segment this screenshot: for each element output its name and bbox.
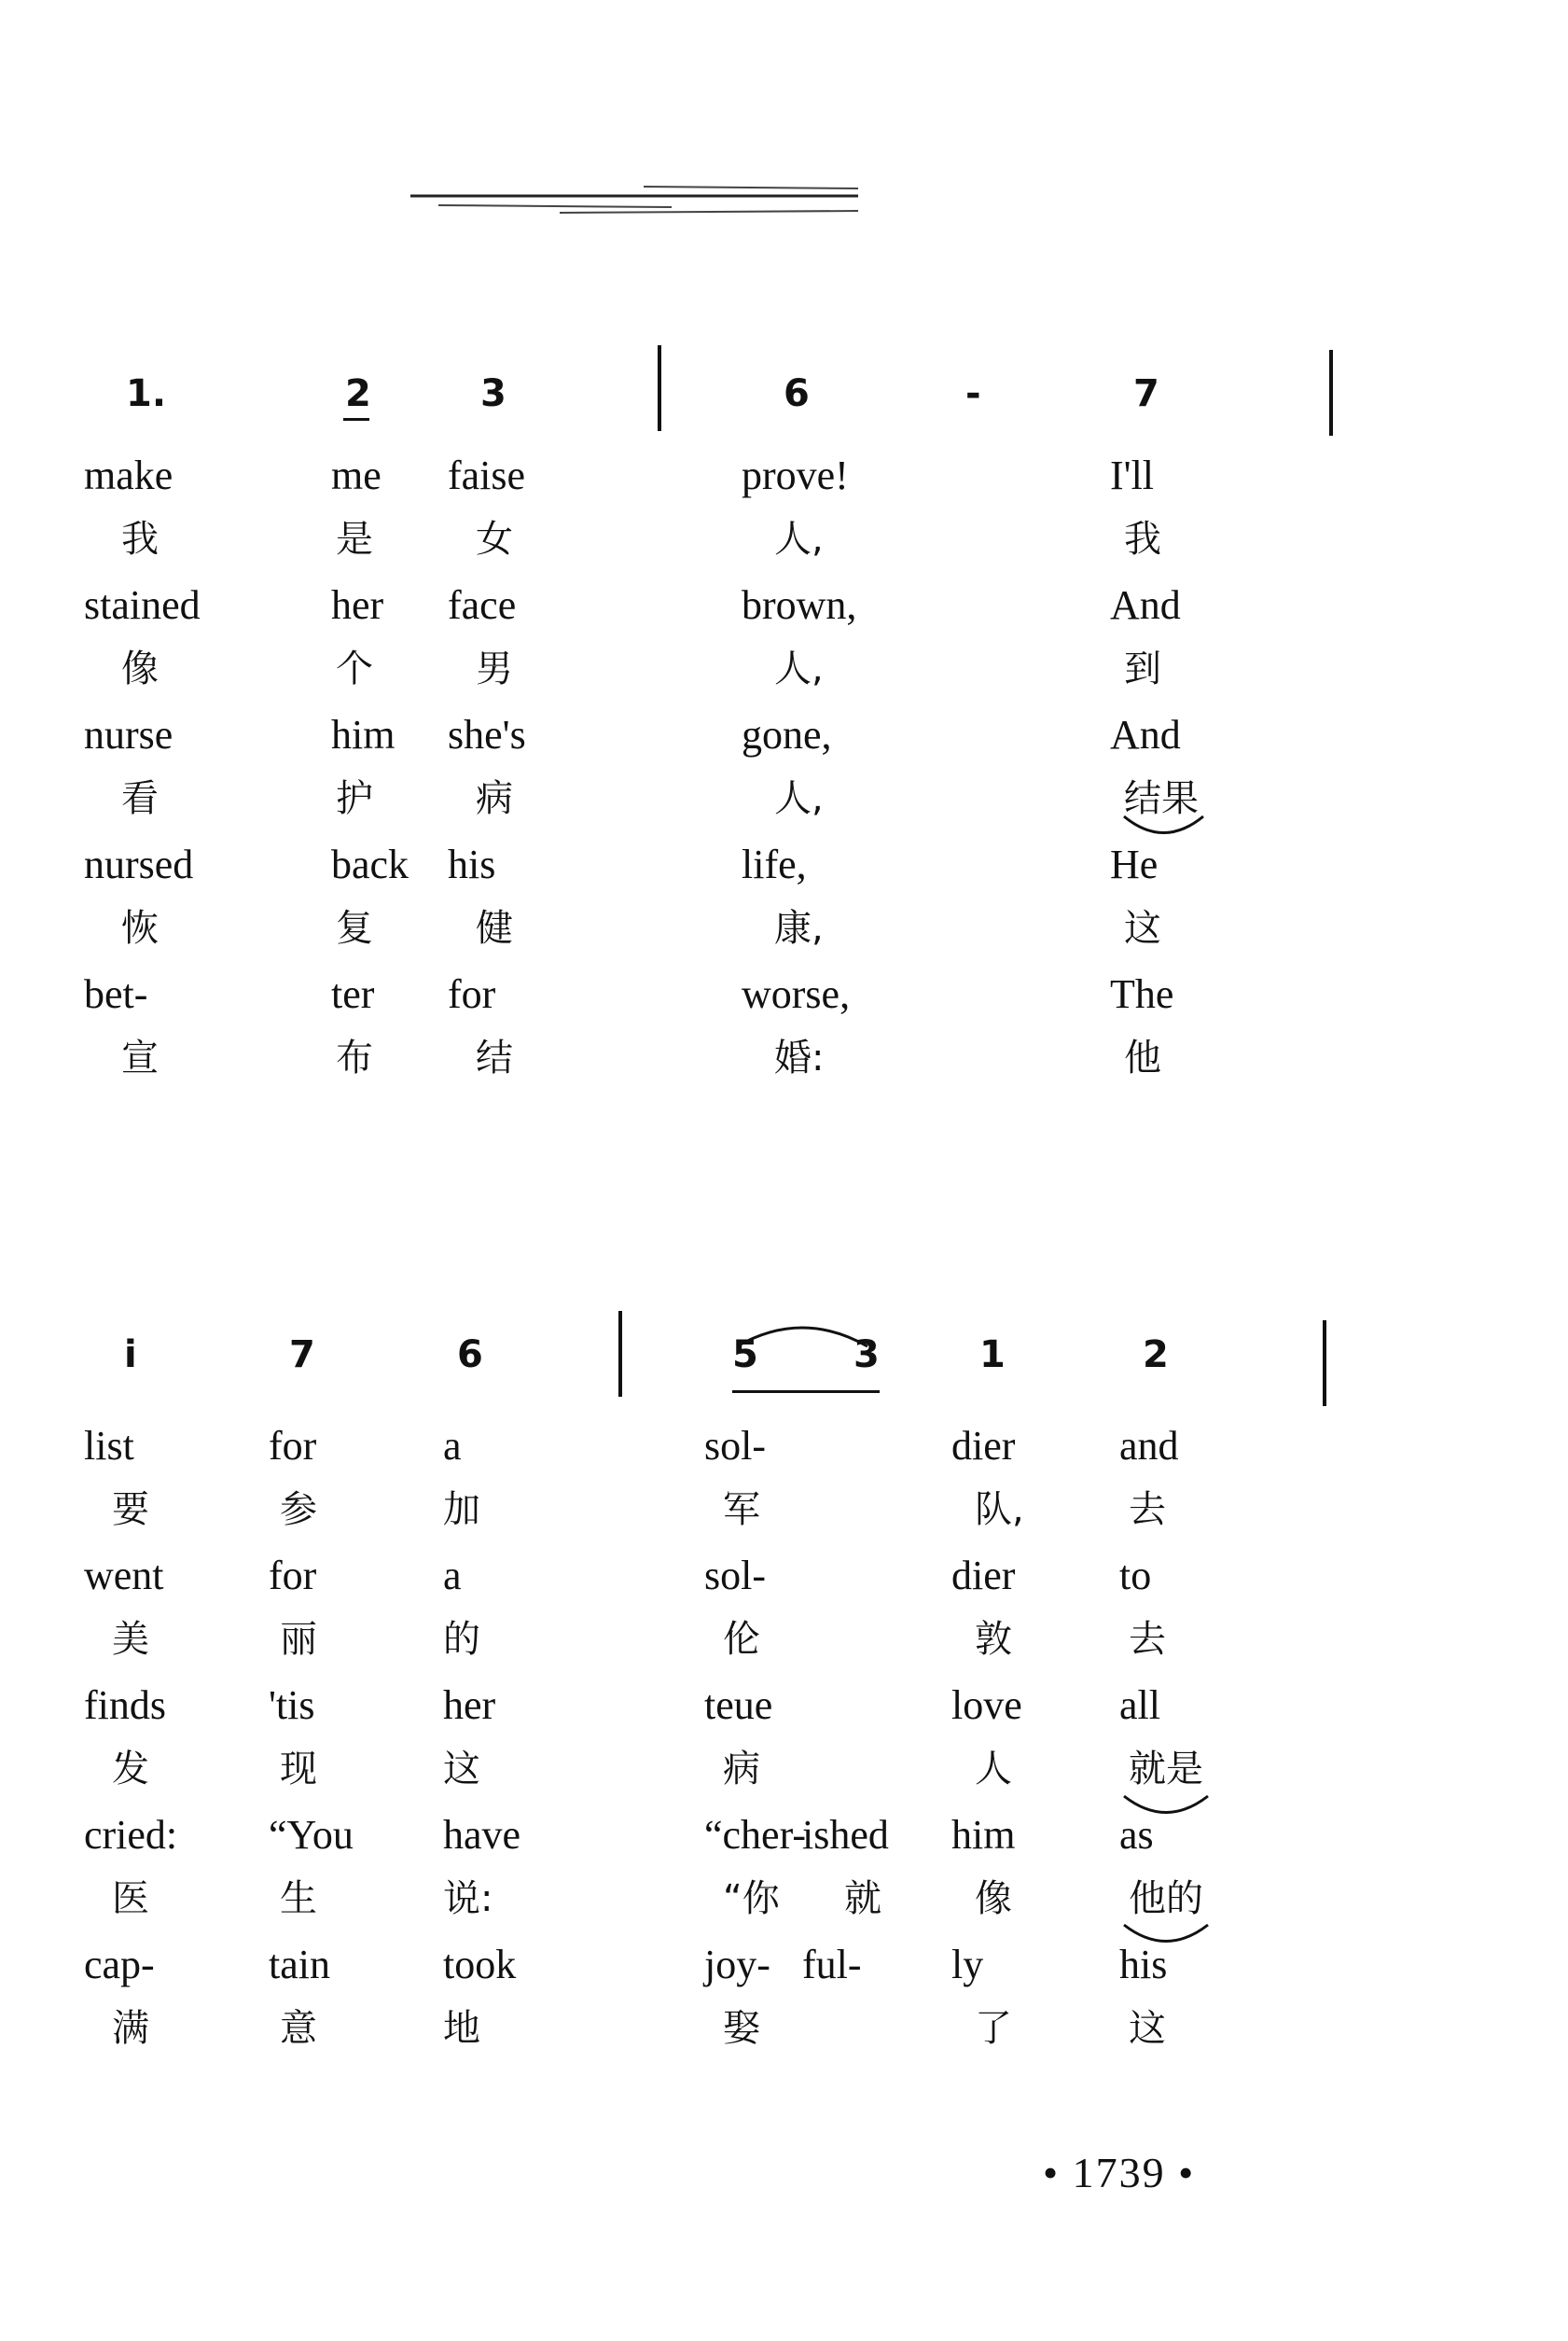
lyric-english: nursed — [84, 842, 194, 887]
lyric-english: ished — [802, 1812, 889, 1858]
lyric-chinese: 复 — [336, 906, 373, 950]
lyric-chinese: 像 — [975, 1876, 1012, 1920]
lyric-english: and — [1119, 1423, 1179, 1469]
lyric-chinese: 婚: — [774, 1036, 825, 1080]
lyric-english: him — [951, 1812, 1016, 1858]
lyric-english: ly — [951, 1942, 984, 1987]
lyric-chinese: 护 — [336, 776, 373, 820]
lyric-english: to — [1119, 1553, 1152, 1598]
lyric-chinese: 健 — [476, 906, 513, 950]
lyric-english: joy- — [704, 1942, 770, 1987]
lyric-chinese: 结 — [476, 1036, 513, 1080]
note-number: 6 — [457, 1333, 483, 1376]
lyric-chinese: 加 — [443, 1487, 480, 1531]
lyric-english: teue — [704, 1682, 773, 1728]
underline-mark — [343, 418, 369, 421]
lyric-english: The — [1110, 971, 1174, 1017]
lyric-english: me — [331, 453, 382, 498]
lyric-chinese: 丽 — [280, 1617, 317, 1661]
lyric-english: I'll — [1110, 453, 1155, 498]
note-number: 3 — [480, 372, 506, 415]
lyric-chinese: 就是 — [1129, 1747, 1203, 1791]
note-number: 2 — [1143, 1333, 1169, 1376]
lyric-chinese: 个 — [336, 647, 373, 690]
lyric-chinese: 男 — [476, 647, 513, 690]
slur-arc — [732, 1309, 872, 1356]
lyric-english: for — [448, 971, 496, 1017]
bar-line — [618, 1311, 622, 1397]
lyric-chinese: 意 — [280, 2006, 317, 2050]
lyric-chinese: 去 — [1129, 1487, 1166, 1531]
lyric-english: life, — [742, 842, 807, 887]
lyric-english: “You — [269, 1812, 354, 1858]
note-number: 7 — [289, 1333, 315, 1376]
lyric-chinese: 病 — [723, 1747, 760, 1791]
lyric-chinese: 的 — [443, 1617, 480, 1661]
lyric-chinese: 娶 — [723, 2006, 760, 2050]
lyric-english: bet- — [84, 971, 148, 1017]
lyric-chinese: 了 — [975, 2006, 1012, 2050]
lyric-english: list — [84, 1423, 134, 1469]
lyric-english: she's — [448, 712, 526, 758]
bar-line — [1323, 1320, 1326, 1406]
lyric-chinese: 队, — [975, 1487, 1024, 1531]
lyric-chinese: 人, — [774, 647, 824, 690]
note-number: - — [965, 372, 981, 415]
lyric-chinese: 敦 — [975, 1617, 1012, 1661]
lyric-chinese: 到 — [1124, 647, 1161, 690]
lyric-chinese: 要 — [112, 1487, 149, 1531]
lyric-english: faise — [448, 453, 526, 498]
lyric-english: his — [448, 842, 496, 887]
lyric-english: finds — [84, 1682, 166, 1728]
lyric-english: all — [1119, 1682, 1160, 1728]
lyric-chinese: 这 — [1129, 2006, 1166, 2050]
lyric-chinese: 说: — [443, 1876, 493, 1920]
lyric-english: ter — [331, 971, 375, 1017]
lyric-chinese: 生 — [280, 1876, 317, 1920]
lyric-chinese: 宣 — [121, 1036, 159, 1080]
lyric-english: went — [84, 1553, 164, 1598]
lyric-english: make — [84, 453, 173, 498]
lyric-chinese: 军 — [723, 1487, 760, 1531]
lyric-english: dier — [951, 1423, 1016, 1469]
lyric-chinese: 是 — [336, 517, 373, 561]
note-number: 5 — [732, 1333, 758, 1376]
lyric-chinese: 我 — [121, 517, 159, 561]
lyric-english: cried: — [84, 1812, 178, 1858]
lyric-english: sol- — [704, 1423, 766, 1469]
lyric-chinese: 现 — [280, 1747, 317, 1791]
header-rule-lines — [0, 0, 1568, 280]
lyric-chinese: 人 — [975, 1747, 1012, 1791]
lyric-chinese: 这 — [1124, 906, 1161, 950]
note-number: 2 — [345, 372, 371, 415]
lyric-chinese: 康, — [774, 906, 824, 950]
lyric-chinese: 人, — [774, 776, 824, 820]
page-number: • 1739 • — [1043, 2149, 1196, 2196]
lyric-english: “cher- — [704, 1812, 807, 1858]
lyric-english: as — [1119, 1812, 1154, 1858]
lyric-english: him — [331, 712, 395, 758]
note-number: 1 — [979, 1333, 1006, 1376]
lyric-english: have — [443, 1812, 521, 1858]
lyric-chinese: 伦 — [723, 1617, 760, 1661]
lyric-chinese: 发 — [112, 1747, 149, 1791]
lyric-english: tain — [269, 1942, 330, 1987]
lyric-chinese: 就 — [844, 1876, 881, 1920]
lyric-english: And — [1110, 712, 1181, 758]
lyric-chinese: 结果 — [1124, 776, 1199, 820]
lyric-english: worse, — [742, 971, 851, 1017]
lyric-english: back — [331, 842, 409, 887]
lyric-english: a — [443, 1423, 462, 1469]
lyric-chinese: 我 — [1124, 517, 1161, 561]
lyric-english: his — [1119, 1942, 1168, 1987]
lyric-chinese: 像 — [121, 647, 159, 690]
lyric-chinese: 地 — [443, 2006, 480, 2050]
bar-line — [658, 345, 661, 431]
lyric-chinese: 看 — [121, 776, 159, 820]
lyric-english: love — [951, 1682, 1022, 1728]
lyric-english: ful- — [802, 1942, 862, 1987]
note-number: 1. — [126, 372, 167, 415]
lyric-english: sol- — [704, 1553, 766, 1598]
lyric-english: her — [331, 582, 384, 628]
lyric-chinese: 病 — [476, 776, 513, 820]
lyric-english: took — [443, 1942, 517, 1987]
lyric-chinese: 参 — [280, 1487, 317, 1531]
lyric-english: nurse — [84, 712, 173, 758]
lyric-english: for — [269, 1553, 317, 1598]
lyric-english: gone, — [742, 712, 832, 758]
lyric-chinese: 他 — [1124, 1036, 1161, 1080]
note-number: 6 — [784, 372, 810, 415]
lyric-english: He — [1110, 842, 1159, 887]
lyric-english: face — [448, 582, 517, 628]
note-number: i — [124, 1333, 137, 1376]
lyric-english: dier — [951, 1553, 1016, 1598]
lyric-chinese: 满 — [112, 2006, 149, 2050]
note-number: 7 — [1133, 372, 1159, 415]
ligature-arc — [1119, 807, 1208, 854]
note-number: 3 — [853, 1333, 880, 1376]
ligature-arc — [1119, 1787, 1213, 1833]
lyric-chinese: 医 — [112, 1876, 149, 1920]
lyric-english: for — [269, 1423, 317, 1469]
lyric-chinese: 他的 — [1129, 1876, 1203, 1920]
lyric-english: her — [443, 1682, 496, 1728]
lyric-english: brown, — [742, 582, 857, 628]
lyric-chinese: 人, — [774, 517, 824, 561]
lyric-english: 'tis — [269, 1682, 315, 1728]
lyric-chinese: 布 — [336, 1036, 373, 1080]
lyric-english: a — [443, 1553, 462, 1598]
lyric-english: cap- — [84, 1942, 155, 1987]
lyric-chinese: “你 — [723, 1876, 780, 1920]
lyric-english: prove! — [742, 453, 849, 498]
lyric-chinese: 去 — [1129, 1617, 1166, 1661]
lyric-chinese: 美 — [112, 1617, 149, 1661]
lyric-english: And — [1110, 582, 1181, 628]
underline-mark — [732, 1390, 880, 1393]
lyric-chinese: 恢 — [121, 906, 159, 950]
lyric-chinese: 这 — [443, 1747, 480, 1791]
bar-line — [1329, 350, 1333, 436]
lyric-english: stained — [84, 582, 201, 628]
ligature-arc — [1119, 1916, 1213, 1962]
lyric-chinese: 女 — [476, 517, 513, 561]
